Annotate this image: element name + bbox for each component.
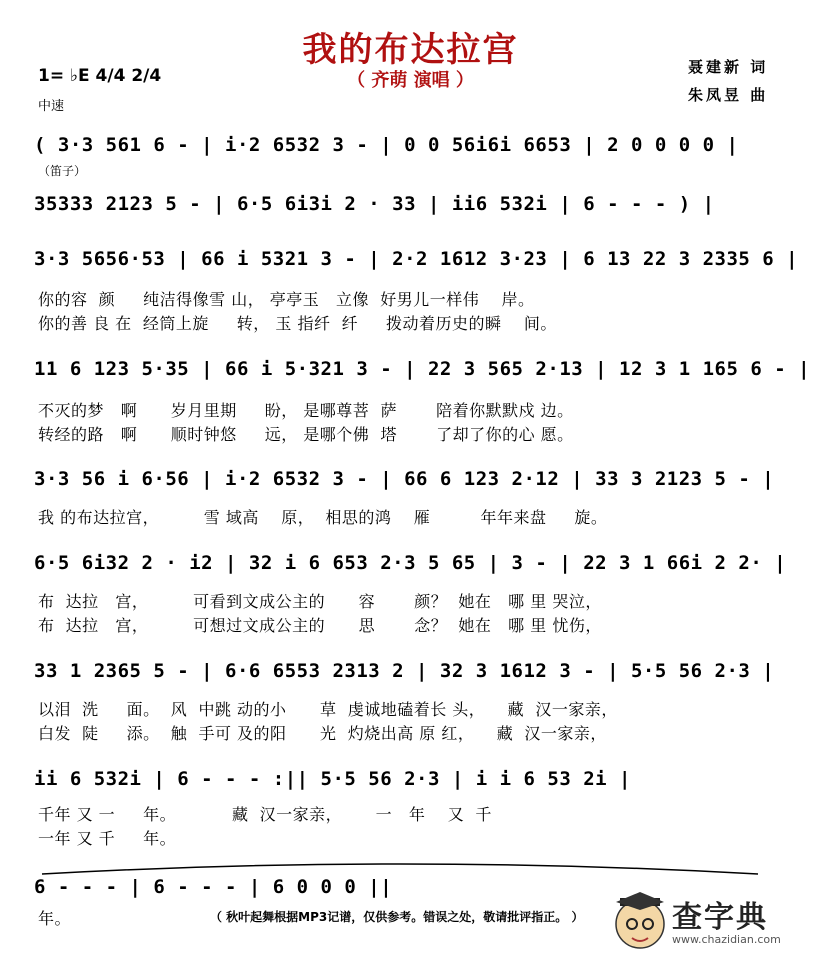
notation-system-6: 6·5 6i32 2 · i2 | 32 i 6 653 2·3 5 65 | 3 - | 22 3 1 66i 2 2· | <box>34 552 787 574</box>
lyric-line: 布 达拉 宫， 可看到文成公主的 容 颜？ 她在 哪 里 哭泣， <box>38 592 602 611</box>
lyric-line: 布 达拉 宫， 可想过文成公主的 思 念？ 她在 哪 里 忧伤， <box>38 616 602 635</box>
lyric-line: 我 的布达拉宫， 雪 域高 原， 相思的鸿 雁 年年来盘 旋。 <box>38 508 608 527</box>
singer-credit: （ 齐萌 演唱 ） <box>347 70 474 91</box>
lyric-line: 以泪 洗 面。 风 中跳 动的小 草 虔诚地磕着长 头， 藏 汉一家亲， <box>38 700 618 719</box>
notation-system-3: 3·3 5656·53 | 66 i 5321 3 - | 2·2 1612 3·23 | 6 13 22 3 2335 6 | <box>34 248 799 270</box>
logo-wordmark: 查字典 <box>672 900 768 935</box>
lyricist-credit: 聂建新 词 <box>688 58 769 76</box>
lyric-line: 千年 又 一 年。 藏 汉一家亲， 一 年 又 千 <box>38 805 492 824</box>
notation-system-7: 33 1 2365 5 - | 6·6 6553 2313 2 | 32 3 1612 3 - | 5·5 56 2·3 | <box>34 660 775 682</box>
lyric-line: 年。 <box>38 909 72 928</box>
lyric-line: 你的容 颜 纯洁得像雪 山， 亭亭玉 立像 好男儿一样伟 岸。 <box>38 290 535 309</box>
notation-system-9: 6 - - - | 6 - - - | 6 0 0 0 || <box>34 876 393 898</box>
lyric-line: 白发 陡 添。 触 手可 及的阳 光 灼烧出高 原 红， 藏 汉一家亲， <box>38 724 607 743</box>
notation-system-4: 11 6 123 5·35 | 66 i 5·321 3 - | 22 3 565 2·13 | 12 3 1 165 6 - | <box>34 358 811 380</box>
lyric-line: 你的善 良 在 经筒上旋 转， 玉 指纤 纤 拨动着历史的瞬 间。 <box>38 314 557 333</box>
composer-credit: 朱凤昱 曲 <box>688 86 769 104</box>
tempo-marking: 中速 <box>38 99 65 114</box>
transcription-note: （ 秋叶起舞根据MP3记谱，仅供参考。错误之处，敬请批评指正。 ） <box>210 910 584 924</box>
notation-system-1: ( 3·3 561 6 - | i·2 6532 3 - | 0 0 56i6i 6653 | 2 0 0 0 0 | <box>34 134 739 156</box>
notation-system-8: ii 6 532i | 6 - - - :|| 5·5 56 2·3 | i i 6 53 2i | <box>34 768 631 790</box>
notation-system-2: 35333 2123 5 - | 6·5 6i3i 2 · 33 | ii6 532i | 6 - - - ) | <box>34 193 715 215</box>
page-title: 我的布达拉宫 <box>302 30 519 70</box>
notation-system-5: 3·3 56 i 6·56 | i·2 6532 3 - | 66 6 123 2·12 | 33 3 2123 5 - | <box>34 468 775 490</box>
lyric-line: 不灭的梦 啊 岁月里期 盼， 是哪尊菩 萨 陪着你默默戍 边。 <box>38 401 574 420</box>
logo-url: www.chazidian.com <box>672 933 781 946</box>
key-signature: 1= ♭E 4/4 2/4 <box>38 66 162 86</box>
tie-arc <box>40 858 760 878</box>
lyric-line: 一年 又 千 年。 <box>38 829 177 848</box>
lyric-line: 转经的路 啊 顺时钟悠 远， 是哪个佛 塔 了却了你的心 愿。 <box>38 425 574 444</box>
instrument-label: （笛子） <box>38 164 87 178</box>
